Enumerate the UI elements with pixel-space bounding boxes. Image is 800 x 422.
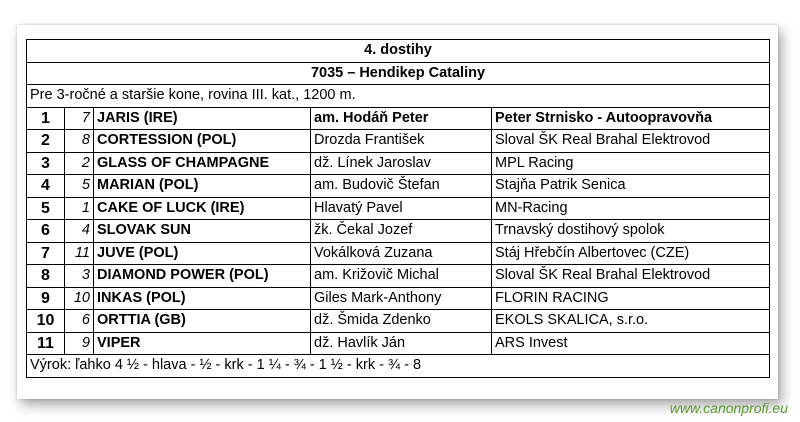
saddle-number: 6 [65,310,94,333]
jockey-name: Giles Mark-Anthony [311,287,492,310]
horse-name: DIAMOND POWER (POL) [94,265,311,288]
finish-position: 1 [27,107,65,130]
saddle-number: 11 [65,242,94,265]
owner-name: MPL Racing [492,152,770,175]
jockey-name: žk. Čekal Jozef [311,220,492,243]
jockey-name: Hlavatý Pavel [311,197,492,220]
table-row [27,332,770,355]
race-subtitle-row [27,62,770,85]
table-row [27,287,770,310]
finish-position: 6 [27,220,65,243]
saddle-number: 3 [65,265,94,288]
watermark-link[interactable]: www.canonprofi.eu [669,400,788,416]
finish-position: 4 [27,175,65,198]
table-row [27,175,770,198]
table-row [27,265,770,288]
horse-name: ORTTIA (GB) [94,310,311,333]
jockey-name: am. Hodáň Peter [311,107,492,130]
table-row [27,130,770,153]
horse-name: INKAS (POL) [94,287,311,310]
jockey-name: dž. Šmida Zdenko [311,310,492,333]
race-title: 4. dostihy [27,40,770,63]
finish-position: 8 [27,265,65,288]
jockey-name: am. Križovič Michal [311,265,492,288]
owner-name: Sloval ŠK Real Brahal Elektrovod [492,130,770,153]
horse-name: MARIAN (POL) [94,175,311,198]
saddle-number: 7 [65,107,94,130]
table-row [27,152,770,175]
table-row [27,220,770,243]
owner-name: Trnavský dostihový spolok [492,220,770,243]
owner-name: FLORIN RACING [492,287,770,310]
horse-name: GLASS OF CHAMPAGNE [94,152,311,175]
margins-row [27,355,770,378]
saddle-number: 2 [65,152,94,175]
race-conditions: Pre 3-ročné a staršie kone, rovina III. kat., 1200 m. [27,85,770,108]
finish-position: 11 [27,332,65,355]
finish-position: 3 [27,152,65,175]
owner-name: Sloval ŠK Real Brahal Elektrovod [492,265,770,288]
table-row [27,242,770,265]
race-results-table [26,39,770,378]
jockey-name: Drozda František [311,130,492,153]
finish-position: 9 [27,287,65,310]
saddle-number: 1 [65,197,94,220]
saddle-number: 8 [65,130,94,153]
race-title-row [27,40,770,63]
jockey-name: Vokálková Zuzana [311,242,492,265]
owner-name: Stajňa Patrik Senica [492,175,770,198]
finish-position: 7 [27,242,65,265]
saddle-number: 10 [65,287,94,310]
finish-position: 10 [27,310,65,333]
horse-name: CAKE OF LUCK (IRE) [94,197,311,220]
horse-name: CORTESSION (POL) [94,130,311,153]
race-subtitle: 7035 – Hendikep Cataliny [27,62,770,85]
race-conditions-row [27,85,770,108]
horse-name: VIPER [94,332,311,355]
owner-name: EKOLS SKALICA, s.r.o. [492,310,770,333]
finish-margins: Výrok: ľahko 4 ½ - hlava - ½ - krk - 1 ¼ - ¾ - 1 ½ - krk - ¾ - 8 [27,355,770,378]
owner-name: Stáj Hřebčín Albertovec (CZE) [492,242,770,265]
saddle-number: 5 [65,175,94,198]
table-row [27,107,770,130]
saddle-number: 4 [65,220,94,243]
horse-name: SLOVAK SUN [94,220,311,243]
jockey-name: dž. Línek Jaroslav [311,152,492,175]
jockey-name: dž. Havlík Ján [311,332,492,355]
table-row [27,197,770,220]
finish-position: 2 [27,130,65,153]
table-row [27,310,770,333]
jockey-name: am. Budovič Štefan [311,175,492,198]
horse-name: JUVE (POL) [94,242,311,265]
saddle-number: 9 [65,332,94,355]
owner-name: MN-Racing [492,197,770,220]
owner-name: Peter Strnisko - Autoopravovňa [492,107,770,130]
finish-position: 5 [27,197,65,220]
owner-name: ARS Invest [492,332,770,355]
horse-name: JARIS (IRE) [94,107,311,130]
